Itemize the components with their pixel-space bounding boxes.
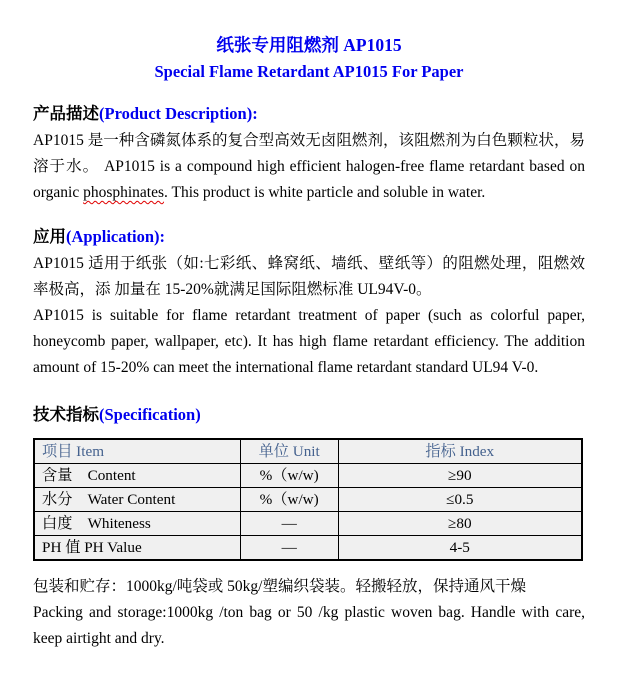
table-cell-item: 含量 Content [34, 464, 240, 488]
section-application [33, 225, 585, 381]
table-row-water-content [34, 488, 582, 512]
application-paragraph-zh: AP1015 适用于纸张（如:七彩纸、蜂窝纸、墙纸、壁纸等）的阻燃处理，阻燃效率极高，添 加量在 15-20%就满足国际阻燃标准 UL94V-0。 [33, 255, 585, 298]
packing-paragraph-en: Packing and storage:1000kg /ton bag or 50 /kg plastic woven bag. Handle with care, keep airtight and dry. [33, 604, 585, 647]
table-cell-item: PH 值 PH Value [34, 536, 240, 561]
section-packing-storage [33, 574, 585, 652]
table-cell-index: 4-5 [338, 536, 582, 561]
misspelled-word: phosphinates [83, 184, 165, 201]
table-header-item: 项目 Item [34, 439, 240, 464]
product-description-heading [33, 102, 585, 125]
document-title-english: Special Flame Retardant AP1015 For Paper [154, 62, 464, 81]
description-text-zh: AP1015 是一种含磷氮体系的复合型高效无卤阻燃剂，该阻燃剂为白色颗粒状，易溶于水。 [33, 132, 585, 175]
specification-table [33, 438, 583, 561]
table-cell-index: ≤0.5 [338, 488, 582, 512]
section-product-description [33, 102, 585, 206]
table-cell-item: 白度 Whiteness [34, 512, 240, 536]
application-paragraph-en: AP1015 is suitable for flame retardant treatment of paper (such as colorful paper, honeycomb paper, wallpaper, etc). It has high flame retardant efficiency. The addition amount of 15-20% can meet the international flame retardant standard UL94 V-0. [33, 307, 585, 376]
table-row-ph-value [34, 536, 582, 561]
section-specification [33, 403, 585, 561]
document-title-chinese: 纸张专用阻燃剂 AP1015 [216, 35, 402, 55]
table-header-index: 指标 Index [338, 439, 582, 464]
specification-heading [33, 403, 585, 426]
description-text-en-after: . This product is white particle and soluble in water. [164, 184, 486, 201]
application-heading-en: (Application): [66, 227, 165, 246]
product-description-heading-en: (Product Description): [99, 104, 258, 123]
table-cell-unit: %（w/w) [240, 488, 338, 512]
table-cell-unit: — [240, 536, 338, 561]
description-text-en-before: AP1015 is a compound high efficient halogen-free flame retardant based on organic [33, 158, 585, 201]
application-heading-zh: 应用 [33, 227, 66, 246]
table-row-whiteness [34, 512, 582, 536]
table-cell-unit: — [240, 512, 338, 536]
table-row-content [34, 464, 582, 488]
table-header-unit: 单位 Unit [240, 439, 338, 464]
product-description-heading-zh: 产品描述 [33, 104, 99, 123]
table-cell-index: ≥80 [338, 512, 582, 536]
specification-heading-zh: 技术指标 [33, 405, 99, 424]
product-description-paragraph [33, 128, 585, 206]
table-cell-item: 水分 Water Content [34, 488, 240, 512]
table-header-row [34, 439, 582, 464]
table-cell-unit: %（w/w) [240, 464, 338, 488]
table-cell-index: ≥90 [338, 464, 582, 488]
specification-heading-en: (Specification) [99, 405, 201, 424]
packing-paragraph-zh: 包装和贮存：1000kg/吨袋或 50kg/塑编织袋装。轻搬轻放，保持通风干燥 [33, 578, 526, 595]
application-heading [33, 225, 585, 248]
